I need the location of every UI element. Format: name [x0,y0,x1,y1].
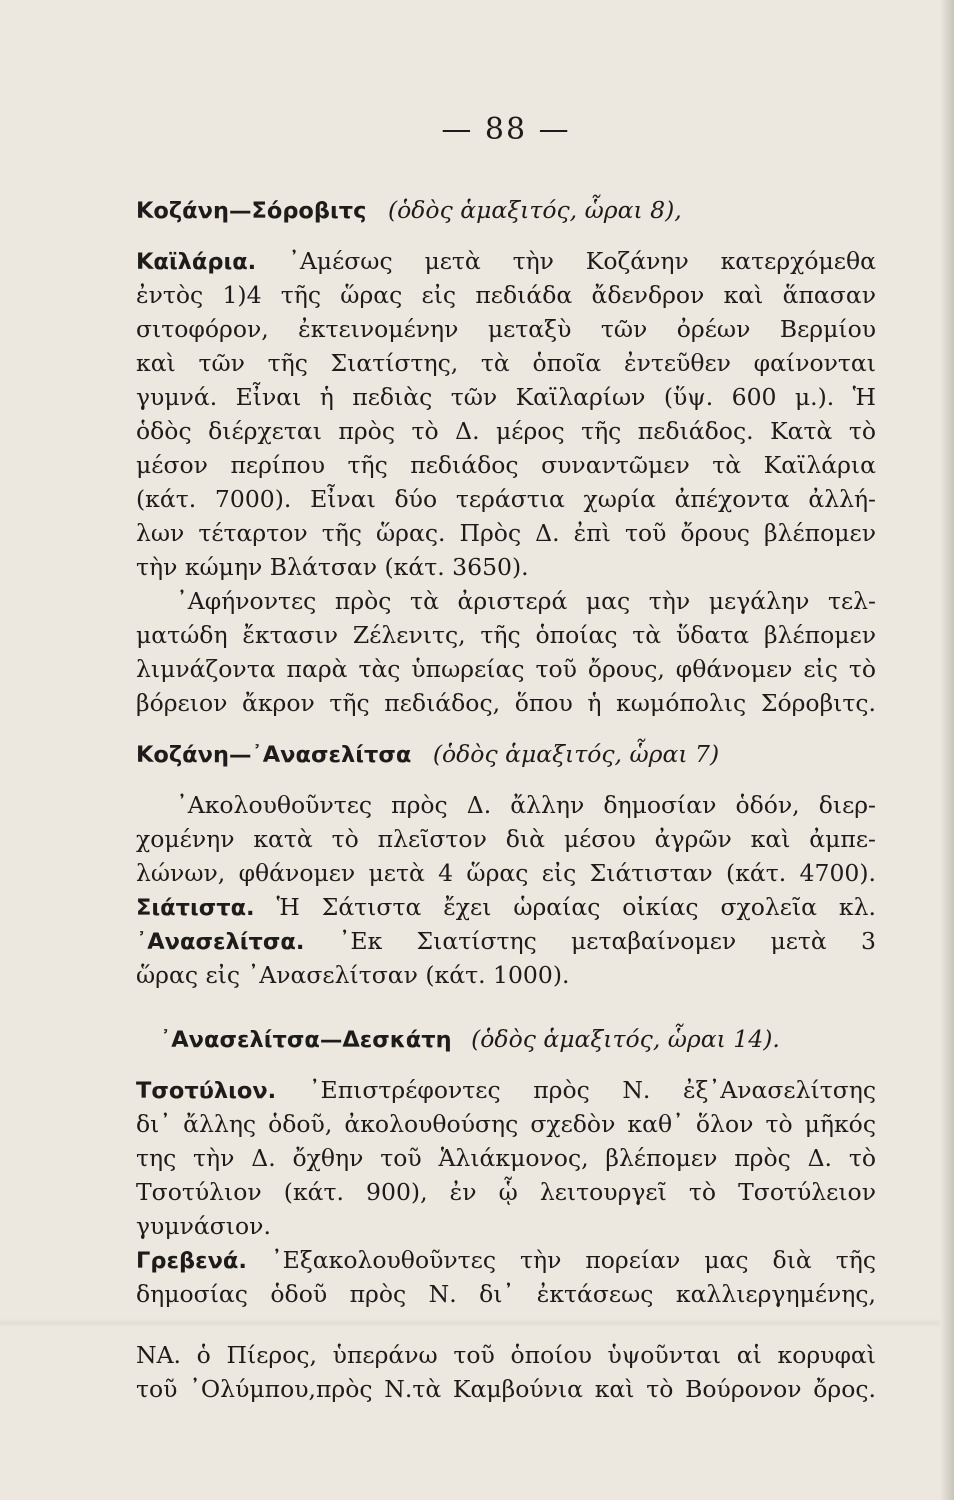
text-line [136,890,876,925]
line-text: Ἡ Σάτιστα ἔχει ὡραίας οἰκίας σχολεῖα κλ. [276,893,876,921]
text-line: καὶ τῶν τῆς Σιατίστης, τὰ ὁποῖα ἐντεῦθεν φαίνονται [136,349,876,377]
text-line: Τσοτύλιον (κάτ. 900), ἐν ᾧ λειτουργεῖ τὸ Τσοτύλειον [136,1178,876,1206]
route-heading-kozani-sorovits [136,193,876,228]
text-line [136,924,876,959]
route-name [160,1027,452,1053]
route-dash: — [319,1027,343,1053]
text-line: βόρειον ἄκρον τῆς πεδιάδος, ὅπου ἡ κωμόπολις Σόροβιτς. [136,689,876,717]
text-line: σιτοφόρον, ἐκτεινομένην μεταξὺ τῶν ὀρέων Βερμίου [136,315,876,343]
text-line: ᾿Ακολουθοῦντες πρὸς Δ. ἄλλην δημοσίαν ὁδόν, διερ- [176,791,876,819]
line-text: ᾿Εκ Σιατίστης μεταβαίνομεν μετὰ 3 [338,927,876,955]
text-line: χομένην κατὰ τὸ πλεῖστον διὰ μέσου ἀγρῶν καὶ ἀμπε- [136,825,876,853]
route-start: Κοζάνη [136,742,229,768]
text-line: της τὴν Δ. ὄχθην τοῦ Ἁλιάκμονος, βλέπομεν πρὸς Δ. τὸ [136,1144,876,1172]
text-line: ὥρας εἰς ᾿Ανασελίτσαν (κάτ. 1000). [136,961,570,989]
text-line: γυμνά. Εἶναι ἡ πεδιὰς τῶν Καϊλαρίων (ὕψ. 600 μ.). Ἡ [136,383,876,411]
text-line: (κάτ. 7000). Εἶναι δύο τεράστια χωρία ἀπέχοντα ἀλλή- [136,485,876,513]
route-note: (ὁδὸς ἁμαξιτός, ὧραι 7) [432,740,720,768]
route-start: ᾿Ανασελίτσα [160,1027,320,1053]
place-anaselitsa: ᾿Ανασελίτσα. [136,929,305,955]
page-crease [0,1318,954,1328]
text-line: λώνων, φθάνομεν μετὰ 4 ὥρας εἰς Σιάτισταν (κάτ. 4700). [136,859,876,887]
route-end: ᾿Ανασελίτσα [251,742,412,768]
page-number: — 88 — [441,112,571,147]
route-name [136,198,366,224]
text-line: τὴν κώμην Βλάτσαν (κάτ. 3650). [136,553,529,581]
route-dash: — [229,198,252,224]
text-line: ᾿Αφήνοντες πρὸς τὰ ἀριστερά μας τὴν μεγάλην τελ- [176,587,876,615]
text-line [136,1243,876,1278]
text-line: μέσον περίπου τῆς πεδιάδος συναντῶμεν τὰ Καϊλάρια [136,451,876,479]
text-line [136,244,876,279]
line-text: ᾿Εξακολουθοῦντες τὴν πορείαν μας διὰ τῆς [270,1246,876,1274]
text-line: ἐντὸς 1)4 τῆς ὥρας εἰς πεδιάδα ἄδενδρον καὶ ἅπασαν [136,281,876,309]
place-tsotylion: Τσοτύλιον. [136,1078,277,1104]
place-kailaria: Καϊλάρια. [136,249,257,275]
line-text: ᾿Επιστρέφοντες πρὸς Ν. ἐξ᾿Ανασελίτσης [308,1076,876,1104]
text-line: ὁδὸς διέρχεται πρὸς τὸ Δ. μέρος τῆς πεδιάδος. Κατὰ τὸ [136,417,876,445]
text-line: γυμνάσιον. [136,1212,271,1240]
text-line: δημοσίας ὁδοῦ πρὸς Ν. δι᾿ ἐκτάσεως καλλιεργημένης, [136,1280,876,1308]
text-line: λων τέταρτον τῆς ὥρας. Πρὸς Δ. ἐπὶ τοῦ ὄρους βλέπομεν [136,519,876,547]
route-end: Δεσκάτη [342,1027,452,1053]
place-siatista: Σιάτιστα. [136,895,255,921]
route-note: (ὁδὸς ἁμαξιτός, ὧραι 8), [387,196,682,224]
text-line: ΝΑ. ὁ Πίερος, ὑπεράνω τοῦ ὁποίου ὑψοῦνται αἱ κορυφαὶ [136,1341,876,1369]
route-name [136,742,411,768]
route-end: Σόροβιτς [251,198,367,224]
line-text: ᾿Αμέσως μετὰ τὴν Κοζάνην κατερχόμεθα [288,247,876,275]
text-line: δι᾿ ἄλλης ὁδοῦ, ἀκολουθούσης σχεδὸν καθ᾿ ὅλον τὸ μῆκός [136,1110,876,1138]
text-line [136,1073,876,1108]
route-dash: — [229,742,252,768]
text-line: τοῦ ᾿Ολύμπου,πρὸς Ν.τὰ Καμβούνια καὶ τὸ Βούρονον ὄρος. [136,1375,876,1403]
route-heading-kozani-anaselitsa [136,737,876,772]
route-start: Κοζάνη [136,198,229,224]
page-edge-shadow [940,0,954,1500]
route-heading-anaselitsa-deskati [160,1022,876,1057]
place-grevena: Γρεβενά. [136,1248,247,1274]
text-line: ματώδη ἔκτασιν Ζέλενιτς, τῆς ὁποίας τὰ ὕδατα βλέπομεν [136,621,876,649]
text-line: λιμνάζοντα παρὰ τὰς ὑπωρείας τοῦ ὄρους, φθάνομεν εἰς τὸ [136,655,876,683]
route-note: (ὁδὸς ἁμαξιτός, ὧραι 14). [471,1025,780,1053]
